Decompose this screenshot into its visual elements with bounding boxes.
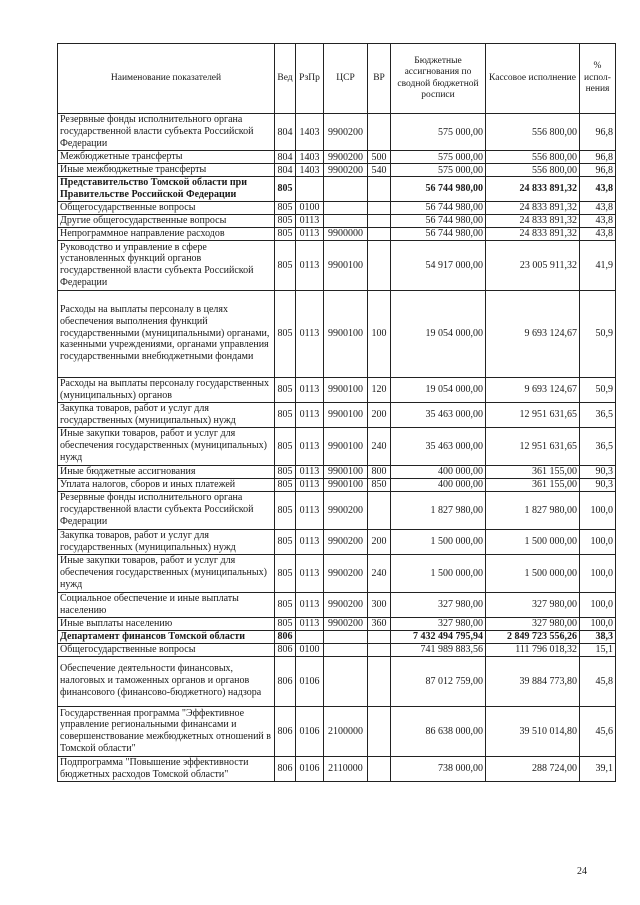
row-csr: 9900200: [324, 529, 368, 554]
row-pct: 96,8: [580, 151, 616, 164]
row-assigned: 1 500 000,00: [391, 554, 486, 592]
row-vr: 300: [368, 592, 391, 617]
row-pct: 36,5: [580, 427, 616, 465]
row-ved: 804: [275, 114, 296, 151]
row-cash: 327 980,00: [486, 617, 580, 630]
table-row: [58, 756, 616, 781]
row-ved: 805: [275, 427, 296, 465]
row-name: Подпрограмма "Повышение эффективности бюджетных расходов Томской области": [58, 756, 275, 781]
table-row: [58, 491, 616, 529]
row-assigned: 400 000,00: [391, 478, 486, 491]
row-rzpr: 0113: [296, 227, 324, 240]
col-header-assigned: Бюджетные ассигнования по сводной бюджетной росписи: [391, 44, 486, 114]
row-assigned: 400 000,00: [391, 465, 486, 478]
row-pct: 43,8: [580, 201, 616, 214]
row-ved: 806: [275, 656, 296, 706]
row-vr: 240: [368, 554, 391, 592]
row-cash: 24 833 891,32: [486, 227, 580, 240]
row-cash: 24 833 891,32: [486, 214, 580, 227]
row-rzpr: 0113: [296, 478, 324, 491]
row-vr: 500: [368, 151, 391, 164]
row-pct: 15,1: [580, 643, 616, 656]
row-csr: [324, 214, 368, 227]
row-cash: 24 833 891,32: [486, 177, 580, 202]
row-pct: 39,1: [580, 756, 616, 781]
row-assigned: 87 012 759,00: [391, 656, 486, 706]
row-name: Расходы на выплаты персоналу в целях обеспечения выполнения функций государственными (муниципальными) органами, казенными учреждениями, органами управления государственными внебюджетными фондами: [58, 290, 275, 377]
row-pct: 90,3: [580, 478, 616, 491]
row-vr: [368, 643, 391, 656]
row-rzpr: [296, 630, 324, 643]
row-cash: 556 800,00: [486, 114, 580, 151]
table-row: [58, 656, 616, 706]
row-pct: 43,8: [580, 227, 616, 240]
row-vr: 240: [368, 427, 391, 465]
row-cash: 327 980,00: [486, 592, 580, 617]
row-pct: 38,3: [580, 630, 616, 643]
row-cash: 2 849 723 556,26: [486, 630, 580, 643]
row-rzpr: 0113: [296, 290, 324, 377]
row-csr: 9900200: [324, 114, 368, 151]
row-rzpr: 1403: [296, 164, 324, 177]
row-assigned: 56 744 980,00: [391, 201, 486, 214]
row-cash: 9 693 124,67: [486, 377, 580, 402]
row-cash: 9 693 124,67: [486, 290, 580, 377]
row-pct: 100,0: [580, 554, 616, 592]
row-cash: 12 951 631,65: [486, 427, 580, 465]
table-row: [58, 164, 616, 177]
row-assigned: 575 000,00: [391, 164, 486, 177]
page-number: 24: [577, 866, 587, 877]
row-cash: 1 500 000,00: [486, 554, 580, 592]
row-pct: 100,0: [580, 592, 616, 617]
row-name: Иные закупки товаров, работ и услуг для обеспечения государственных (муниципальных) нужд: [58, 427, 275, 465]
row-rzpr: 0113: [296, 592, 324, 617]
row-rzpr: 0113: [296, 214, 324, 227]
table-row: [58, 240, 616, 290]
row-csr: 9900000: [324, 227, 368, 240]
col-header-csr: ЦСР: [324, 44, 368, 114]
row-assigned: 35 463 000,00: [391, 427, 486, 465]
table-body: [58, 114, 616, 782]
row-name: Резервные фонды исполнительного органа государственной власти субъекта Российской Федерации: [58, 491, 275, 529]
row-rzpr: 0113: [296, 554, 324, 592]
row-ved: 805: [275, 491, 296, 529]
row-name: Межбюджетные трансферты: [58, 151, 275, 164]
row-cash: 12 951 631,65: [486, 402, 580, 427]
row-name: Социальное обеспечение и иные выплаты населению: [58, 592, 275, 617]
table-row: [58, 214, 616, 227]
row-vr: 360: [368, 617, 391, 630]
row-cash: 556 800,00: [486, 164, 580, 177]
row-pct: 43,8: [580, 177, 616, 202]
row-assigned: 1 500 000,00: [391, 529, 486, 554]
row-assigned: 575 000,00: [391, 151, 486, 164]
row-vr: [368, 756, 391, 781]
row-csr: [324, 656, 368, 706]
row-name: Иные закупки товаров, работ и услуг для обеспечения государственных (муниципальных) нужд: [58, 554, 275, 592]
row-csr: 9900200: [324, 554, 368, 592]
row-assigned: 86 638 000,00: [391, 706, 486, 756]
table-row: [58, 554, 616, 592]
row-name: Иные выплаты населению: [58, 617, 275, 630]
row-rzpr: 0113: [296, 402, 324, 427]
row-assigned: 56 744 980,00: [391, 227, 486, 240]
row-pct: 41,9: [580, 240, 616, 290]
table-row: [58, 201, 616, 214]
row-csr: 9900100: [324, 402, 368, 427]
row-cash: 23 005 911,32: [486, 240, 580, 290]
table-row: [58, 227, 616, 240]
row-pct: 96,8: [580, 164, 616, 177]
row-name: Департамент финансов Томской области: [58, 630, 275, 643]
row-ved: 805: [275, 214, 296, 227]
row-vr: [368, 114, 391, 151]
row-pct: 90,3: [580, 465, 616, 478]
row-pct: 43,8: [580, 214, 616, 227]
row-ved: 806: [275, 756, 296, 781]
row-name: Иные межбюджетные трансферты: [58, 164, 275, 177]
row-name: Резервные фонды исполнительного органа государственной власти субъекта Российской Федерации: [58, 114, 275, 151]
row-ved: 805: [275, 177, 296, 202]
row-csr: 9900200: [324, 164, 368, 177]
row-rzpr: 0106: [296, 706, 324, 756]
row-assigned: 56 744 980,00: [391, 177, 486, 202]
row-vr: [368, 656, 391, 706]
row-rzpr: 0113: [296, 427, 324, 465]
row-rzpr: 0100: [296, 201, 324, 214]
row-assigned: 741 989 883,56: [391, 643, 486, 656]
row-rzpr: 0113: [296, 491, 324, 529]
row-assigned: 35 463 000,00: [391, 402, 486, 427]
row-pct: 100,0: [580, 617, 616, 630]
row-vr: [368, 227, 391, 240]
row-ved: 805: [275, 465, 296, 478]
row-pct: 50,9: [580, 290, 616, 377]
row-vr: [368, 177, 391, 202]
table-row: [58, 151, 616, 164]
col-header-cash: Кассовое исполнение: [486, 44, 580, 114]
row-name: Закупка товаров, работ и услуг для государственных (муниципальных) нужд: [58, 529, 275, 554]
row-pct: 96,8: [580, 114, 616, 151]
row-assigned: 1 827 980,00: [391, 491, 486, 529]
row-rzpr: 0106: [296, 656, 324, 706]
row-cash: 39 884 773,80: [486, 656, 580, 706]
row-csr: 9900100: [324, 465, 368, 478]
table-row: [58, 592, 616, 617]
row-rzpr: 1403: [296, 151, 324, 164]
row-pct: 100,0: [580, 491, 616, 529]
row-name: Закупка товаров, работ и услуг для государственных (муниципальных) нужд: [58, 402, 275, 427]
row-cash: 24 833 891,32: [486, 201, 580, 214]
row-vr: [368, 491, 391, 529]
row-ved: 805: [275, 227, 296, 240]
row-cash: 1 500 000,00: [486, 529, 580, 554]
row-csr: 9900200: [324, 617, 368, 630]
row-vr: 540: [368, 164, 391, 177]
row-name: Представительство Томской области при Правительстве Российской Федерации: [58, 177, 275, 202]
table-row: [58, 402, 616, 427]
col-header-ved: Вед: [275, 44, 296, 114]
row-rzpr: 1403: [296, 114, 324, 151]
row-csr: 9900200: [324, 151, 368, 164]
row-pct: 45,6: [580, 706, 616, 756]
row-csr: [324, 177, 368, 202]
col-header-pct: % испол-нения: [580, 44, 616, 114]
row-vr: 100: [368, 290, 391, 377]
table-row: [58, 114, 616, 151]
row-cash: 361 155,00: [486, 465, 580, 478]
row-csr: 9900100: [324, 240, 368, 290]
row-assigned: 19 054 000,00: [391, 290, 486, 377]
row-cash: 288 724,00: [486, 756, 580, 781]
row-ved: 805: [275, 377, 296, 402]
row-assigned: 327 980,00: [391, 592, 486, 617]
row-rzpr: 0113: [296, 377, 324, 402]
row-cash: 556 800,00: [486, 151, 580, 164]
row-ved: 806: [275, 706, 296, 756]
row-vr: 120: [368, 377, 391, 402]
row-ved: 805: [275, 290, 296, 377]
row-vr: 200: [368, 402, 391, 427]
row-name: Обеспечение деятельности финансовых, налоговых и таможенных органов и органов финансового (финансово-бюджетного) надзора: [58, 656, 275, 706]
row-ved: 805: [275, 478, 296, 491]
col-header-vr: ВР: [368, 44, 391, 114]
row-vr: [368, 214, 391, 227]
table-row: [58, 643, 616, 656]
col-header-name: Наименование показателей: [58, 44, 275, 114]
table-row: [58, 465, 616, 478]
row-pct: 50,9: [580, 377, 616, 402]
row-ved: 805: [275, 554, 296, 592]
row-rzpr: 0113: [296, 465, 324, 478]
row-vr: [368, 201, 391, 214]
row-csr: [324, 630, 368, 643]
row-assigned: 56 744 980,00: [391, 214, 486, 227]
row-name: Уплата налогов, сборов и иных платежей: [58, 478, 275, 491]
row-vr: [368, 630, 391, 643]
row-csr: 9900200: [324, 491, 368, 529]
row-assigned: 54 917 000,00: [391, 240, 486, 290]
row-vr: 850: [368, 478, 391, 491]
row-ved: 804: [275, 164, 296, 177]
row-rzpr: 0106: [296, 756, 324, 781]
row-csr: [324, 643, 368, 656]
row-rzpr: 0113: [296, 617, 324, 630]
row-ved: 806: [275, 630, 296, 643]
row-ved: 805: [275, 592, 296, 617]
budget-table: [57, 43, 616, 782]
table-row: [58, 529, 616, 554]
row-ved: 806: [275, 643, 296, 656]
row-ved: 805: [275, 240, 296, 290]
row-assigned: 7 432 494 795,94: [391, 630, 486, 643]
row-pct: 100,0: [580, 529, 616, 554]
row-csr: 9900100: [324, 427, 368, 465]
row-name: Общегосударственные вопросы: [58, 643, 275, 656]
row-vr: [368, 240, 391, 290]
table-row: [58, 617, 616, 630]
row-csr: 9900200: [324, 592, 368, 617]
row-name: Иные бюджетные ассигнования: [58, 465, 275, 478]
table-row: [58, 290, 616, 377]
row-rzpr: 0113: [296, 529, 324, 554]
row-name: Непрограммное направление расходов: [58, 227, 275, 240]
table-row: [58, 478, 616, 491]
row-vr: 800: [368, 465, 391, 478]
row-pct: 36,5: [580, 402, 616, 427]
row-rzpr: 0113: [296, 240, 324, 290]
row-csr: [324, 201, 368, 214]
col-header-rzpr: РзПр: [296, 44, 324, 114]
row-assigned: 738 000,00: [391, 756, 486, 781]
row-name: Другие общегосударственные вопросы: [58, 214, 275, 227]
row-rzpr: 0100: [296, 643, 324, 656]
row-vr: 200: [368, 529, 391, 554]
table-row: [58, 706, 616, 756]
row-assigned: 575 000,00: [391, 114, 486, 151]
row-vr: [368, 706, 391, 756]
row-cash: 1 827 980,00: [486, 491, 580, 529]
row-cash: 111 796 018,32: [486, 643, 580, 656]
row-name: Руководство и управление в сфере установленных функций органов государственной власти субъекта Российской Федерации: [58, 240, 275, 290]
row-name: Расходы на выплаты персоналу государственных (муниципальных) органов: [58, 377, 275, 402]
table-row: [58, 630, 616, 643]
header-row: [58, 44, 616, 114]
table-row: [58, 427, 616, 465]
row-csr: 2100000: [324, 706, 368, 756]
row-cash: 361 155,00: [486, 478, 580, 491]
row-rzpr: [296, 177, 324, 202]
row-ved: 805: [275, 402, 296, 427]
row-ved: 805: [275, 529, 296, 554]
row-assigned: 19 054 000,00: [391, 377, 486, 402]
row-csr: 9900100: [324, 478, 368, 491]
table-row: [58, 377, 616, 402]
row-cash: 39 510 014,80: [486, 706, 580, 756]
row-ved: 804: [275, 151, 296, 164]
row-pct: 45,8: [580, 656, 616, 706]
row-ved: 805: [275, 201, 296, 214]
row-ved: 805: [275, 617, 296, 630]
row-csr: 9900100: [324, 377, 368, 402]
table-row: [58, 177, 616, 202]
row-csr: 9900100: [324, 290, 368, 377]
row-assigned: 327 980,00: [391, 617, 486, 630]
row-name: Общегосударственные вопросы: [58, 201, 275, 214]
row-csr: 2110000: [324, 756, 368, 781]
row-name: Государственная программа "Эффективное управление региональными финансами и совершенствование межбюджетных отношений в Томской области": [58, 706, 275, 756]
